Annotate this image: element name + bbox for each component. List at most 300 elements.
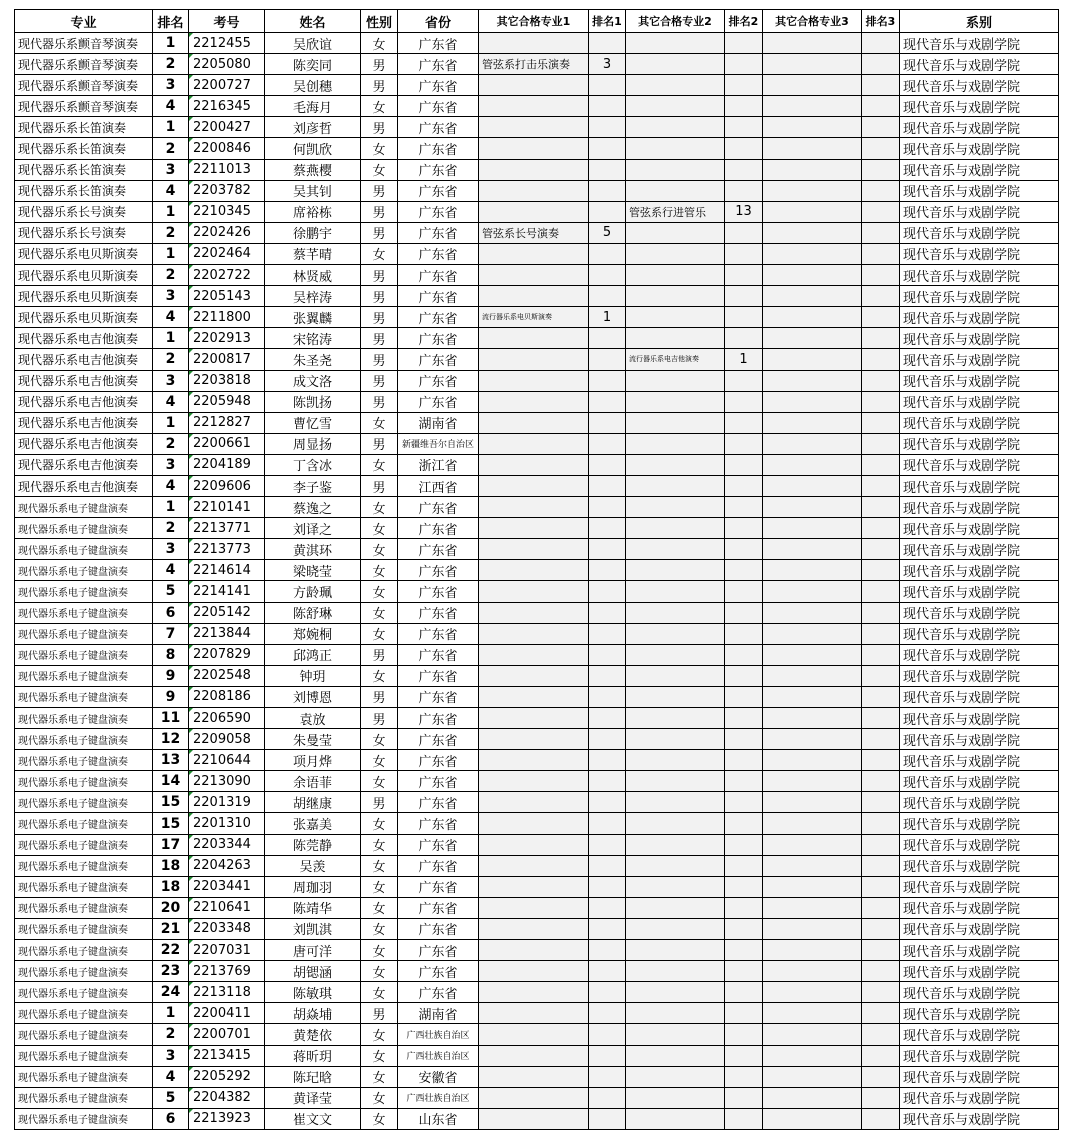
table-row: [15, 855, 1059, 876]
table-row: [15, 328, 1059, 349]
other-major-3-cell: [763, 771, 862, 792]
name-cell: 张翼麟: [265, 307, 361, 328]
province-cell: 山东省: [398, 1108, 479, 1129]
name-cell: 蔡燕樱: [265, 159, 361, 180]
rank-1-cell: [589, 117, 626, 138]
major-cell: 现代器乐系电子键盘演奏: [15, 961, 153, 982]
rank-1-cell: [589, 370, 626, 391]
name-cell: 刘译之: [265, 518, 361, 539]
other-major-3-cell: [763, 433, 862, 454]
table-row: [15, 138, 1059, 159]
rank-cell: 2: [153, 1024, 189, 1045]
other-major-1-cell: [479, 834, 589, 855]
rank-3-cell: [862, 138, 900, 159]
rank-cell: 15: [153, 792, 189, 813]
major-cell: 现代器乐系电子键盘演奏: [15, 792, 153, 813]
rank-3-cell: [862, 876, 900, 897]
other-major-1-cell: [479, 412, 589, 433]
header-gender: 性别: [361, 10, 398, 33]
department-cell: 现代音乐与戏剧学院: [900, 729, 1059, 750]
rank-3-cell: [862, 1087, 900, 1108]
name-cell: 朱曼莹: [265, 729, 361, 750]
rank-1-cell: [589, 1108, 626, 1129]
department-cell: 现代音乐与戏剧学院: [900, 33, 1059, 54]
rank-cell: 4: [153, 475, 189, 496]
department-cell: 现代音乐与戏剧学院: [900, 623, 1059, 644]
rank-cell: 3: [153, 75, 189, 96]
exam-number-cell: 2210345: [189, 201, 265, 222]
department-cell: 现代音乐与戏剧学院: [900, 940, 1059, 961]
department-cell: 现代音乐与戏剧学院: [900, 560, 1059, 581]
major-cell: 现代器乐系电子键盘演奏: [15, 750, 153, 771]
rank-2-cell: [725, 686, 763, 707]
major-cell: 现代器乐系长号演奏: [15, 201, 153, 222]
header-rank-2: 排名2: [725, 10, 763, 33]
name-cell: 张嘉美: [265, 813, 361, 834]
province-cell: 广东省: [398, 855, 479, 876]
other-major-2-cell: [626, 1045, 725, 1066]
gender-cell: 男: [361, 433, 398, 454]
rank-cell: 3: [153, 370, 189, 391]
rank-2-cell: [725, 665, 763, 686]
major-cell: 现代器乐系电子键盘演奏: [15, 623, 153, 644]
major-cell: 现代器乐系电子键盘演奏: [15, 940, 153, 961]
rank-cell: 6: [153, 1108, 189, 1129]
other-major-2-cell: [626, 96, 725, 117]
major-cell: 现代器乐系电子键盘演奏: [15, 644, 153, 665]
department-cell: 现代音乐与戏剧学院: [900, 581, 1059, 602]
table-row: [15, 518, 1059, 539]
name-cell: 胡锶涵: [265, 961, 361, 982]
other-major-2-cell: [626, 897, 725, 918]
table-row: [15, 918, 1059, 939]
province-cell: 广东省: [398, 834, 479, 855]
gender-cell: 男: [361, 708, 398, 729]
exam-number-cell: 2216345: [189, 96, 265, 117]
department-cell: 现代音乐与戏剧学院: [900, 475, 1059, 496]
province-cell: 广东省: [398, 961, 479, 982]
rank-1-cell: [589, 708, 626, 729]
exam-number-cell: 2213415: [189, 1045, 265, 1066]
gender-cell: 男: [361, 222, 398, 243]
other-major-3-cell: [763, 518, 862, 539]
province-cell: 广东省: [398, 518, 479, 539]
table-row: [15, 686, 1059, 707]
department-cell: 现代音乐与戏剧学院: [900, 855, 1059, 876]
rank-cell: 2: [153, 54, 189, 75]
province-cell: 广东省: [398, 581, 479, 602]
name-cell: 陈奕同: [265, 54, 361, 75]
rank-1-cell: [589, 623, 626, 644]
rank-3-cell: [862, 686, 900, 707]
table-row: [15, 1045, 1059, 1066]
other-major-3-cell: [763, 349, 862, 370]
exam-number-cell: 2205142: [189, 602, 265, 623]
table-row: [15, 665, 1059, 686]
gender-cell: 男: [361, 180, 398, 201]
rank-cell: 3: [153, 454, 189, 475]
other-major-2-cell: [626, 75, 725, 96]
rank-cell: 5: [153, 1087, 189, 1108]
rank-1-cell: [589, 96, 626, 117]
rank-2-cell: [725, 813, 763, 834]
rank-3-cell: [862, 855, 900, 876]
table-row: [15, 1087, 1059, 1108]
rank-1-cell: [589, 876, 626, 897]
name-cell: 胡继康: [265, 792, 361, 813]
major-cell: 现代器乐系长笛演奏: [15, 159, 153, 180]
province-cell: 广东省: [398, 307, 479, 328]
other-major-3-cell: [763, 1003, 862, 1024]
exam-number-cell: 2207031: [189, 940, 265, 961]
other-major-3-cell: [763, 412, 862, 433]
department-cell: 现代音乐与戏剧学院: [900, 750, 1059, 771]
other-major-3-cell: [763, 328, 862, 349]
major-cell: 现代器乐系电吉他演奏: [15, 454, 153, 475]
rank-3-cell: [862, 497, 900, 518]
province-cell: 广东省: [398, 876, 479, 897]
department-cell: 现代音乐与戏剧学院: [900, 665, 1059, 686]
rank-3-cell: [862, 1108, 900, 1129]
rank-cell: 21: [153, 918, 189, 939]
province-cell: 广西壮族自治区: [398, 1024, 479, 1045]
other-major-2-cell: [626, 560, 725, 581]
department-cell: 现代音乐与戏剧学院: [900, 391, 1059, 412]
exam-number-cell: 2200411: [189, 1003, 265, 1024]
rank-cell: 15: [153, 813, 189, 834]
other-major-3-cell: [763, 1087, 862, 1108]
rank-2-cell: [725, 539, 763, 560]
department-cell: 现代音乐与戏剧学院: [900, 1045, 1059, 1066]
other-major-3-cell: [763, 708, 862, 729]
department-cell: 现代音乐与戏剧学院: [900, 96, 1059, 117]
rank-2-cell: [725, 286, 763, 307]
gender-cell: 男: [361, 370, 398, 391]
name-cell: 刘彦哲: [265, 117, 361, 138]
other-major-1-cell: [479, 539, 589, 560]
rank-2-cell: [725, 581, 763, 602]
other-major-2-cell: [626, 180, 725, 201]
other-major-1-cell: [479, 433, 589, 454]
other-major-1-cell: [479, 855, 589, 876]
table-row: [15, 159, 1059, 180]
rank-cell: 4: [153, 391, 189, 412]
rank-cell: 1: [153, 328, 189, 349]
province-cell: 广东省: [398, 138, 479, 159]
major-cell: 现代器乐系电子键盘演奏: [15, 602, 153, 623]
major-cell: 现代器乐系电吉他演奏: [15, 328, 153, 349]
major-cell: 现代器乐系电子键盘演奏: [15, 813, 153, 834]
rank-2-cell: 1: [725, 349, 763, 370]
rank-cell: 5: [153, 581, 189, 602]
department-cell: 现代音乐与戏剧学院: [900, 1108, 1059, 1129]
exam-number-cell: 2214141: [189, 581, 265, 602]
rank-2-cell: [725, 328, 763, 349]
header-rank-3: 排名3: [862, 10, 900, 33]
other-major-1-cell: [479, 454, 589, 475]
table-row: [15, 813, 1059, 834]
department-cell: 现代音乐与戏剧学院: [900, 961, 1059, 982]
province-cell: 广东省: [398, 243, 479, 264]
major-cell: 现代器乐系电子键盘演奏: [15, 1087, 153, 1108]
other-major-3-cell: [763, 623, 862, 644]
exam-number-cell: 2200846: [189, 138, 265, 159]
table-row: [15, 1024, 1059, 1045]
province-cell: 广东省: [398, 940, 479, 961]
province-cell: 广东省: [398, 897, 479, 918]
name-cell: 席裕栋: [265, 201, 361, 222]
department-cell: 现代音乐与戏剧学院: [900, 708, 1059, 729]
rank-3-cell: [862, 918, 900, 939]
other-major-2-cell: 流行器乐系电吉他演奏: [626, 349, 725, 370]
rank-1-cell: [589, 201, 626, 222]
header-major: 专业: [15, 10, 153, 33]
table-row: [15, 96, 1059, 117]
other-major-3-cell: [763, 201, 862, 222]
gender-cell: 女: [361, 918, 398, 939]
other-major-1-cell: [479, 518, 589, 539]
rank-cell: 1: [153, 33, 189, 54]
rank-3-cell: [862, 1024, 900, 1045]
other-major-3-cell: [763, 897, 862, 918]
major-cell: 现代器乐系电子键盘演奏: [15, 539, 153, 560]
other-major-3-cell: [763, 138, 862, 159]
name-cell: 周珈羽: [265, 876, 361, 897]
other-major-2-cell: [626, 750, 725, 771]
department-cell: 现代音乐与戏剧学院: [900, 644, 1059, 665]
major-cell: 现代器乐系电子键盘演奏: [15, 686, 153, 707]
other-major-3-cell: [763, 497, 862, 518]
name-cell: 成文洛: [265, 370, 361, 391]
rank-3-cell: [862, 454, 900, 475]
rank-1-cell: [589, 518, 626, 539]
name-cell: 胡焱埔: [265, 1003, 361, 1024]
gender-cell: 女: [361, 539, 398, 560]
name-cell: 余语菲: [265, 771, 361, 792]
table-row: [15, 644, 1059, 665]
province-cell: 广东省: [398, 539, 479, 560]
gender-cell: 男: [361, 117, 398, 138]
rank-1-cell: [589, 771, 626, 792]
rank-3-cell: [862, 982, 900, 1003]
gender-cell: 男: [361, 1003, 398, 1024]
other-major-2-cell: [626, 33, 725, 54]
other-major-2-cell: [626, 243, 725, 264]
gender-cell: 女: [361, 243, 398, 264]
other-major-2-cell: [626, 222, 725, 243]
name-cell: 梁晓莹: [265, 560, 361, 581]
name-cell: 林贤威: [265, 265, 361, 286]
other-major-3-cell: [763, 855, 862, 876]
major-cell: 现代器乐系长笛演奏: [15, 180, 153, 201]
name-cell: 朱圣尧: [265, 349, 361, 370]
province-cell: 广东省: [398, 644, 479, 665]
exam-number-cell: 2211800: [189, 307, 265, 328]
other-major-2-cell: [626, 117, 725, 138]
name-cell: 袁放: [265, 708, 361, 729]
other-major-2-cell: [626, 54, 725, 75]
province-cell: 广西壮族自治区: [398, 1045, 479, 1066]
other-major-2-cell: [626, 265, 725, 286]
other-major-2-cell: [626, 159, 725, 180]
other-major-2-cell: [626, 1066, 725, 1087]
gender-cell: 男: [361, 286, 398, 307]
rank-1-cell: [589, 602, 626, 623]
exam-number-cell: 2209606: [189, 475, 265, 496]
other-major-1-cell: [479, 1045, 589, 1066]
other-major-2-cell: [626, 940, 725, 961]
rank-3-cell: [862, 307, 900, 328]
other-major-1-cell: [479, 961, 589, 982]
rank-1-cell: [589, 750, 626, 771]
gender-cell: 男: [361, 265, 398, 286]
other-major-3-cell: [763, 729, 862, 750]
rank-3-cell: [862, 1066, 900, 1087]
other-major-3-cell: [763, 391, 862, 412]
rank-2-cell: [725, 75, 763, 96]
other-major-3-cell: [763, 792, 862, 813]
other-major-3-cell: [763, 961, 862, 982]
department-cell: 现代音乐与戏剧学院: [900, 138, 1059, 159]
exam-number-cell: 2203344: [189, 834, 265, 855]
rank-2-cell: [725, 644, 763, 665]
major-cell: 现代器乐系电子键盘演奏: [15, 729, 153, 750]
rank-1-cell: [589, 265, 626, 286]
table-row: [15, 243, 1059, 264]
province-cell: 广东省: [398, 349, 479, 370]
rank-1-cell: [589, 243, 626, 264]
other-major-3-cell: [763, 1066, 862, 1087]
table-row: [15, 180, 1059, 201]
major-cell: 现代器乐系电子键盘演奏: [15, 518, 153, 539]
header-other-major-2: 其它合格专业2: [626, 10, 725, 33]
other-major-2-cell: [626, 834, 725, 855]
major-cell: 现代器乐系电子键盘演奏: [15, 497, 153, 518]
province-cell: 新疆维吾尔自治区: [398, 433, 479, 454]
rank-3-cell: [862, 117, 900, 138]
name-cell: 黄译莹: [265, 1087, 361, 1108]
other-major-1-cell: [479, 33, 589, 54]
exam-number-cell: 2202913: [189, 328, 265, 349]
gender-cell: 女: [361, 1066, 398, 1087]
rank-1-cell: [589, 1066, 626, 1087]
other-major-1-cell: [479, 1003, 589, 1024]
other-major-2-cell: [626, 328, 725, 349]
gender-cell: 女: [361, 497, 398, 518]
exam-number-cell: 2213771: [189, 518, 265, 539]
table-row: [15, 307, 1059, 328]
other-major-2-cell: [626, 286, 725, 307]
exam-number-cell: 2200427: [189, 117, 265, 138]
rank-3-cell: [862, 602, 900, 623]
rank-2-cell: [725, 518, 763, 539]
other-major-1-cell: [479, 159, 589, 180]
major-cell: 现代器乐系颤音琴演奏: [15, 33, 153, 54]
other-major-3-cell: [763, 454, 862, 475]
rank-1-cell: [589, 180, 626, 201]
province-cell: 广东省: [398, 265, 479, 286]
other-major-1-cell: [479, 686, 589, 707]
rank-2-cell: [725, 961, 763, 982]
department-cell: 现代音乐与戏剧学院: [900, 602, 1059, 623]
exam-number-cell: 2203441: [189, 876, 265, 897]
table-row: [15, 54, 1059, 75]
gender-cell: 女: [361, 961, 398, 982]
rank-3-cell: [862, 1045, 900, 1066]
gender-cell: 女: [361, 602, 398, 623]
rank-1-cell: [589, 1045, 626, 1066]
rank-2-cell: [725, 1108, 763, 1129]
other-major-2-cell: [626, 581, 725, 602]
name-cell: 黄楚依: [265, 1024, 361, 1045]
rank-cell: 2: [153, 433, 189, 454]
province-cell: 广东省: [398, 750, 479, 771]
rank-2-cell: [725, 897, 763, 918]
rank-1-cell: [589, 940, 626, 961]
gender-cell: 女: [361, 96, 398, 117]
rank-1-cell: [589, 286, 626, 307]
rank-1-cell: [589, 855, 626, 876]
rank-cell: 3: [153, 286, 189, 307]
name-cell: 李子鉴: [265, 475, 361, 496]
major-cell: 现代器乐系电吉他演奏: [15, 475, 153, 496]
province-cell: 广东省: [398, 792, 479, 813]
province-cell: 广东省: [398, 180, 479, 201]
rank-cell: 2: [153, 518, 189, 539]
table-row: [15, 708, 1059, 729]
province-cell: 江西省: [398, 475, 479, 496]
rank-3-cell: [862, 813, 900, 834]
table-row: [15, 1108, 1059, 1129]
rank-2-cell: [725, 918, 763, 939]
name-cell: 邱鸿正: [265, 644, 361, 665]
gender-cell: 女: [361, 623, 398, 644]
rank-2-cell: [725, 391, 763, 412]
table-row: [15, 792, 1059, 813]
department-cell: 现代音乐与戏剧学院: [900, 918, 1059, 939]
rank-3-cell: [862, 581, 900, 602]
department-cell: 现代音乐与戏剧学院: [900, 982, 1059, 1003]
other-major-1-cell: [479, 897, 589, 918]
rank-2-cell: [725, 180, 763, 201]
other-major-2-cell: [626, 644, 725, 665]
other-major-3-cell: [763, 1108, 862, 1129]
rank-2-cell: [725, 1066, 763, 1087]
major-cell: 现代器乐系电子键盘演奏: [15, 1108, 153, 1129]
header-exam-number: 考号: [189, 10, 265, 33]
other-major-1-cell: [479, 328, 589, 349]
other-major-3-cell: [763, 940, 862, 961]
other-major-3-cell: [763, 180, 862, 201]
major-cell: 现代器乐系电子键盘演奏: [15, 1003, 153, 1024]
rank-2-cell: [725, 560, 763, 581]
rank-3-cell: [862, 644, 900, 665]
rank-3-cell: [862, 518, 900, 539]
exam-number-cell: 2206590: [189, 708, 265, 729]
other-major-1-cell: [479, 1066, 589, 1087]
department-cell: 现代音乐与戏剧学院: [900, 1087, 1059, 1108]
rank-3-cell: [862, 1003, 900, 1024]
rank-cell: 1: [153, 243, 189, 264]
rank-2-cell: [725, 117, 763, 138]
table-row: [15, 623, 1059, 644]
major-cell: 现代器乐系电子键盘演奏: [15, 918, 153, 939]
rank-1-cell: [589, 475, 626, 496]
other-major-3-cell: [763, 159, 862, 180]
exam-number-cell: 2204263: [189, 855, 265, 876]
exam-number-cell: 2209058: [189, 729, 265, 750]
rank-1-cell: [589, 982, 626, 1003]
